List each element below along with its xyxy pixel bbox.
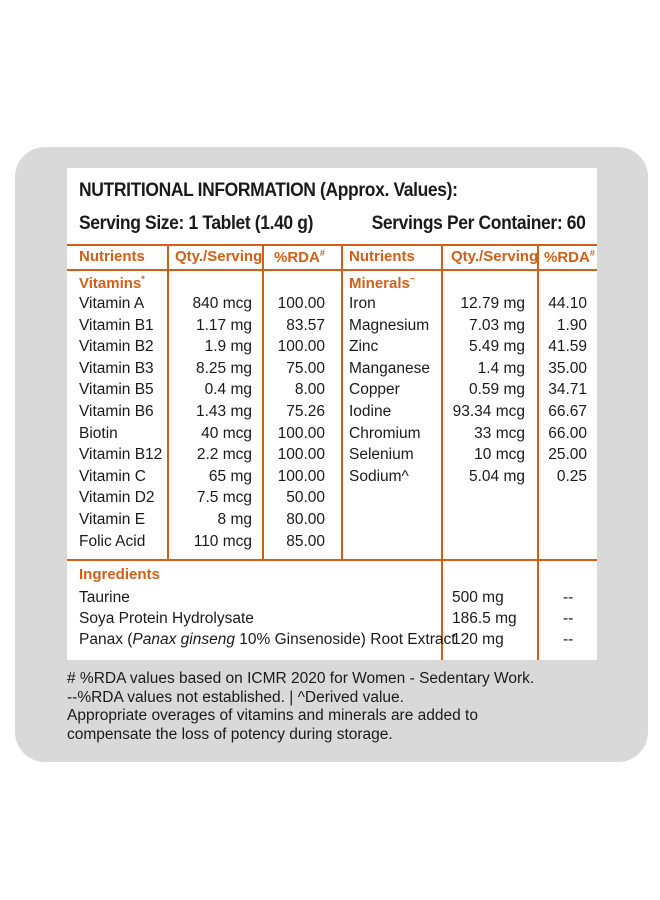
header-bottom-rule bbox=[67, 269, 597, 271]
vitamin-rda: 83.57 bbox=[286, 316, 325, 334]
col-divider-3 bbox=[341, 244, 343, 559]
mineral-rda: 66.67 bbox=[548, 403, 587, 420]
header-rda-right: %RDA# bbox=[544, 248, 595, 266]
vitamin-rda: 50.00 bbox=[286, 489, 325, 507]
header-qty-left: Qty./Serving bbox=[175, 248, 263, 265]
serving-size: Serving Size: 1 Tablet (1.40 g) bbox=[79, 213, 314, 234]
ingredient-name: Panax (Panax ginseng 10% Ginsenoside) Root Extract bbox=[79, 631, 456, 648]
vitamin-rda: 85.00 bbox=[286, 532, 325, 550]
ingredient-rda: -- bbox=[563, 589, 574, 606]
vitamin-name: Vitamin B2 bbox=[79, 338, 154, 356]
vitamin-name: Vitamin B1 bbox=[79, 316, 154, 334]
vitamin-qty: 1.43 mg bbox=[195, 403, 252, 420]
vitamin-name: Vitamin B6 bbox=[79, 403, 154, 420]
footnote-rda-basis: # %RDA values based on ICMR 2020 for Women - Sedentary Work. bbox=[67, 670, 535, 687]
vitamin-qty: 7.5 mcg bbox=[196, 489, 252, 507]
vitamin-name: Biotin bbox=[79, 424, 118, 442]
mineral-name: Copper bbox=[349, 381, 400, 399]
footnote-rda-not-established: --%RDA values not established. | ^Derived value. bbox=[67, 688, 404, 706]
mineral-rda: 1.90 bbox=[556, 316, 587, 334]
header-nutrients-right: Nutrients bbox=[349, 248, 415, 265]
mineral-name: Manganese bbox=[349, 359, 431, 377]
vitamin-name: Folic Acid bbox=[79, 532, 146, 550]
vitamin-qty: 840 mcg bbox=[192, 295, 252, 312]
vitamin-rda: 80.00 bbox=[286, 511, 325, 528]
vitamin-rda: 100.00 bbox=[277, 424, 325, 442]
vitamin-name: Vitamin E bbox=[79, 511, 146, 528]
footnote-overages-1: Appropriate overages of vitamins and minerals are added to bbox=[67, 707, 478, 724]
mineral-rda: 41.59 bbox=[548, 338, 587, 356]
header-nutrients-left: Nutrients bbox=[79, 248, 145, 265]
ingredients-label: Ingredients bbox=[79, 566, 160, 583]
mineral-name: Iodine bbox=[349, 403, 392, 420]
ingredient-name: Soya Protein Hydrolysate bbox=[79, 610, 254, 627]
minerals-label: Minerals~ bbox=[349, 274, 416, 292]
vitamin-rda: 100.00 bbox=[277, 467, 325, 485]
mineral-qty: 1.4 mg bbox=[477, 359, 525, 377]
ingredient-qty: 186.5 mg bbox=[452, 610, 517, 627]
mineral-qty: 12.79 mg bbox=[460, 295, 525, 312]
vitamin-qty: 1.9 mg bbox=[204, 338, 252, 356]
mineral-name: Magnesium bbox=[349, 316, 430, 334]
mineral-name: Zinc bbox=[349, 338, 379, 356]
mineral-rda: 0.25 bbox=[556, 467, 587, 485]
mineral-rda: 66.00 bbox=[548, 424, 587, 442]
vitamin-rda: 100.00 bbox=[277, 295, 325, 312]
mineral-rda: 44.10 bbox=[548, 295, 587, 312]
vitamins-label: Vitamins* bbox=[79, 274, 145, 292]
vitamin-name: Vitamin B3 bbox=[79, 359, 154, 377]
mineral-rda: 34.71 bbox=[548, 381, 587, 399]
ing-divider-2 bbox=[537, 559, 539, 660]
vitamin-rda: 75.26 bbox=[286, 403, 325, 420]
vitamin-qty: 8 mg bbox=[217, 511, 252, 528]
servings-per-container: Servings Per Container: 60 bbox=[371, 213, 585, 234]
ingredients-top-rule bbox=[67, 559, 597, 561]
mineral-qty: 33 mcg bbox=[474, 424, 525, 442]
header-qty-right: Qty./Serving bbox=[451, 248, 539, 265]
ingredient-qty: 500 mg bbox=[452, 589, 504, 606]
vitamin-qty: 0.4 mg bbox=[204, 381, 252, 399]
ingredient-name: Taurine bbox=[79, 589, 130, 606]
mineral-name: Sodium^ bbox=[349, 467, 409, 485]
vitamin-name: Vitamin A bbox=[79, 295, 145, 312]
vitamin-qty: 65 mg bbox=[208, 467, 252, 485]
vitamin-qty: 8.25 mg bbox=[195, 359, 252, 377]
header-top-rule bbox=[67, 244, 597, 246]
ingredient-qty: 120 mg bbox=[452, 631, 504, 648]
vitamin-rda: 75.00 bbox=[286, 359, 325, 377]
vitamin-qty: 1.17 mg bbox=[195, 316, 252, 334]
mineral-name: Iron bbox=[349, 295, 376, 312]
vitamin-name: Vitamin D2 bbox=[79, 489, 155, 507]
header-rda-left: %RDA# bbox=[274, 248, 325, 266]
mineral-qty: 5.49 mg bbox=[468, 338, 525, 356]
vitamin-name: Vitamin B12 bbox=[79, 446, 163, 464]
mineral-name: Selenium bbox=[349, 446, 414, 464]
vitamin-rda: 8.00 bbox=[294, 381, 325, 399]
vitamin-rda: 100.00 bbox=[277, 338, 325, 356]
vitamin-name: Vitamin C bbox=[79, 467, 146, 485]
nutrition-table-card bbox=[67, 168, 597, 660]
nutrition-title: NUTRITIONAL INFORMATION (Approx. Values): bbox=[79, 180, 458, 201]
ingredient-rda: -- bbox=[563, 631, 574, 648]
vitamin-qty: 110 mcg bbox=[193, 532, 252, 550]
mineral-qty: 5.04 mg bbox=[468, 467, 525, 485]
vitamin-rda: 100.00 bbox=[277, 446, 325, 464]
footnote-overages-2: compensate the loss of potency during storage. bbox=[67, 725, 393, 743]
mineral-rda: 35.00 bbox=[548, 359, 587, 377]
footnotes bbox=[67, 670, 607, 744]
vitamin-name: Vitamin B5 bbox=[79, 381, 154, 399]
mineral-qty: 93.34 mcg bbox=[452, 403, 525, 420]
mineral-qty: 7.03 mg bbox=[468, 316, 525, 334]
vitamin-qty: 2.2 mcg bbox=[196, 446, 252, 464]
mineral-qty: 10 mcg bbox=[474, 446, 525, 464]
ingredient-rda: -- bbox=[563, 610, 574, 627]
mineral-name: Chromium bbox=[349, 424, 421, 442]
mineral-rda: 25.00 bbox=[548, 446, 587, 464]
vitamin-qty: 40 mcg bbox=[201, 424, 252, 442]
serving-info bbox=[79, 213, 585, 235]
mineral-qty: 0.59 mg bbox=[468, 381, 525, 399]
